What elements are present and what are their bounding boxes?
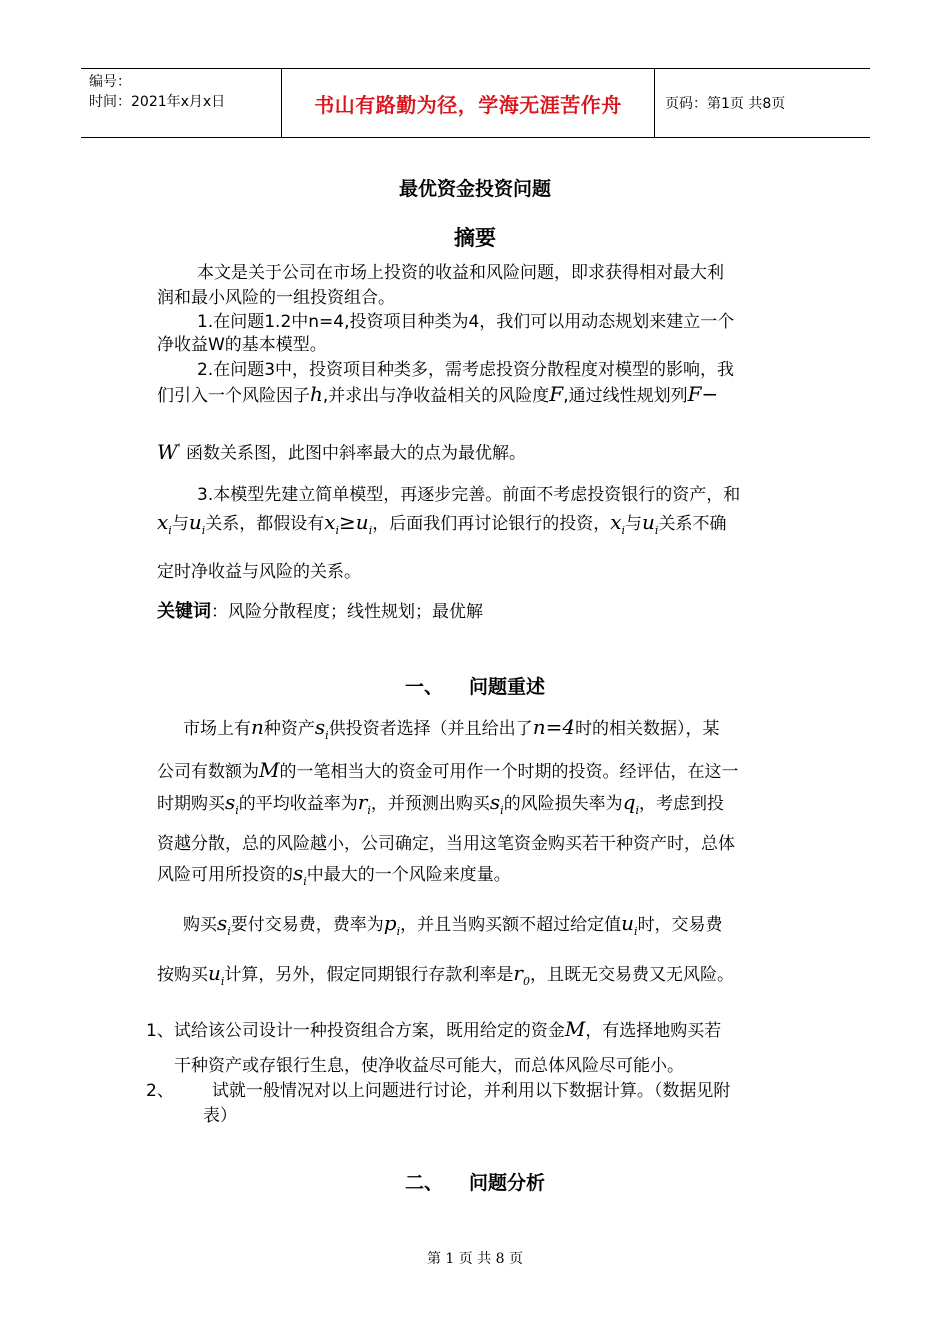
document-title: 最优资金投资问题 (398, 178, 551, 200)
keywords-label: 关键词 (157, 601, 211, 622)
math-xi-ui: $x_i$ (157, 510, 172, 537)
abstract-heading: 摘要 (454, 226, 496, 250)
task-item-1-cont: 干种资产或存银行生息，使净收益尽可能大，而总体风险尽可能小。 (174, 1056, 684, 1076)
header-motto: 书山有路勤为径，学海无涯苦作舟 (282, 69, 655, 137)
text: ，考虑到投 (639, 794, 725, 814)
text: 试给该公司设计一种投资组合方案，既用给定的资金 (173, 1021, 565, 1041)
math-M: M (259, 758, 280, 782)
restate-line (157, 862, 807, 893)
text: 函数关系图，此图中斜率最大的点为最优解。 (186, 443, 526, 464)
section-heading (0, 672, 950, 699)
math-si: $s_i$ (314, 715, 329, 742)
abstract-line: 本文是关于公司在市场上投资的收益和风险问题，即求获得相对最大利 (197, 263, 724, 283)
abstract-line: 1.在问题1.2中n=4,投资项目种类为4，我们可以用动态规划来建立一个 (197, 312, 735, 332)
abstract-line (157, 437, 807, 465)
task-number: 1、 (146, 1021, 174, 1041)
math-ui: $u_i$ (208, 961, 225, 988)
text: 的风险损失率为 (503, 794, 623, 814)
restate-line (157, 759, 807, 783)
text: 公司有数额为 (157, 762, 259, 782)
math-F: F (549, 382, 564, 406)
math-ui: $u_i$ (621, 911, 638, 938)
text: 的平均收益率为 (238, 794, 358, 814)
math-ui: $u_i$ (188, 510, 206, 537)
abstract-line: 3.本模型先建立简单模型，再逐步完善。前面不考虑投资银行的资产，和 (197, 485, 741, 505)
math-xi: $x_i$ (610, 510, 626, 537)
page-footer: 第 1 页 共 8 页 (426, 1251, 524, 1267)
text: 时，交易费 (637, 915, 723, 935)
math-si: $s_i$ (489, 790, 504, 817)
math-M: M (564, 1017, 586, 1041)
text: 的一笔相当大的资金可用作一个时期的投资。经评估，在这一 (279, 762, 739, 782)
text: ，并预测出购买 (370, 794, 490, 814)
task-item-2 (146, 1079, 730, 1103)
text: 时的相关数据），某 (575, 719, 720, 739)
number-label: 编号： (89, 74, 131, 90)
math-xi-ge-ui: $x_i\ge u_i$ (324, 510, 373, 537)
math-qi: $q_i$ (622, 790, 640, 817)
text: ,并求出与净收益相关的风险度 (322, 386, 550, 406)
math-n: n (251, 715, 264, 739)
header-table (81, 68, 870, 138)
abstract-line: 润和最小风险的一组投资组合。 (157, 288, 395, 308)
section-title: 问题分析 (469, 1172, 546, 1194)
section-number: 一、 (404, 676, 443, 698)
section-title: 问题重述 (469, 676, 546, 698)
time-label: 时间：2021年x月x日 (89, 94, 226, 110)
abstract-line (157, 383, 807, 407)
task-item-1 (146, 1017, 721, 1043)
text: 中最大的一个风险来度量。 (306, 865, 511, 885)
abstract-line: $x_i$与$u_i$关系，都假设有$x_i\ge u_i$，后面我们再讨论银行的投资，$x_i$与$u_i$关系不确 (157, 510, 727, 537)
text: ，有选择地购买若 (585, 1021, 722, 1041)
text: 时期购买 (157, 794, 225, 814)
text: 关系不确 (658, 514, 727, 534)
abstract-line: 定时净收益与风险的关系。 (157, 562, 361, 582)
section-heading (0, 1168, 950, 1195)
text: ，并且当购买额不超过给定值 (400, 915, 622, 935)
math-n-eq-4: n=4 (532, 715, 576, 739)
math-si: $s_i$ (293, 861, 307, 888)
abstract-line: 2.在问题3中，投资项目种类多，需考虑投资分散程度对模型的影响，我 (197, 360, 735, 380)
math-F-minus: F− (687, 382, 719, 406)
abstract-line: 净收益W的基本模型。 (157, 335, 327, 355)
restate-line (157, 962, 807, 993)
math-si: $s_i$ (225, 790, 239, 817)
math-h: h (310, 382, 323, 406)
text: ,通过线性规划列 (563, 386, 688, 406)
text: 按购买 (157, 965, 208, 985)
restate-line (183, 912, 833, 943)
section-number: 二、 (404, 1172, 443, 1194)
math-r0: $r_0$ (513, 961, 530, 988)
text: 要付交易费，费率为 (230, 915, 384, 935)
math-pi: $p_i$ (383, 911, 401, 938)
text: ，后面我们再讨论银行的投资， (372, 514, 611, 534)
text: 们引入一个风险因子 (157, 386, 310, 406)
text: 种资产 (263, 719, 315, 739)
math-W-prime: W' (157, 439, 181, 464)
keywords (157, 597, 483, 623)
text: 风险可用所投资的 (157, 865, 293, 885)
restate-line: 资越分散，总的风险越小，公司确定，当用这笔资金购买若干种资产时，总体 (157, 834, 735, 854)
text: 计算，另外，假定同期银行存款利率是 (224, 965, 514, 985)
text: 市场上有 (183, 719, 251, 739)
restate-line (183, 716, 833, 747)
text: 关系，都假设有 (205, 514, 325, 534)
header-meta (81, 69, 282, 137)
math-ri: $r_i$ (357, 790, 371, 817)
text: 供投资者选择（并且给出了 (328, 719, 533, 739)
task-item-2-cont: 表） (203, 1106, 237, 1126)
math-si: $s_i$ (217, 911, 231, 938)
header-page-code: 页码：第1页 共8页 (665, 96, 786, 112)
math-ui: $u_i$ (642, 510, 659, 537)
restate-line (157, 791, 807, 822)
task-number: 2、 (146, 1081, 174, 1101)
keywords-text: ：风险分散程度；线性规划；最优解 (211, 602, 483, 622)
text: ，且既无交易费又无风险。 (529, 965, 734, 985)
text: 购买 (183, 915, 217, 935)
text: 试就一般情况对以上问题进行讨论，并利用以下数据计算。（数据见附 (211, 1081, 731, 1101)
